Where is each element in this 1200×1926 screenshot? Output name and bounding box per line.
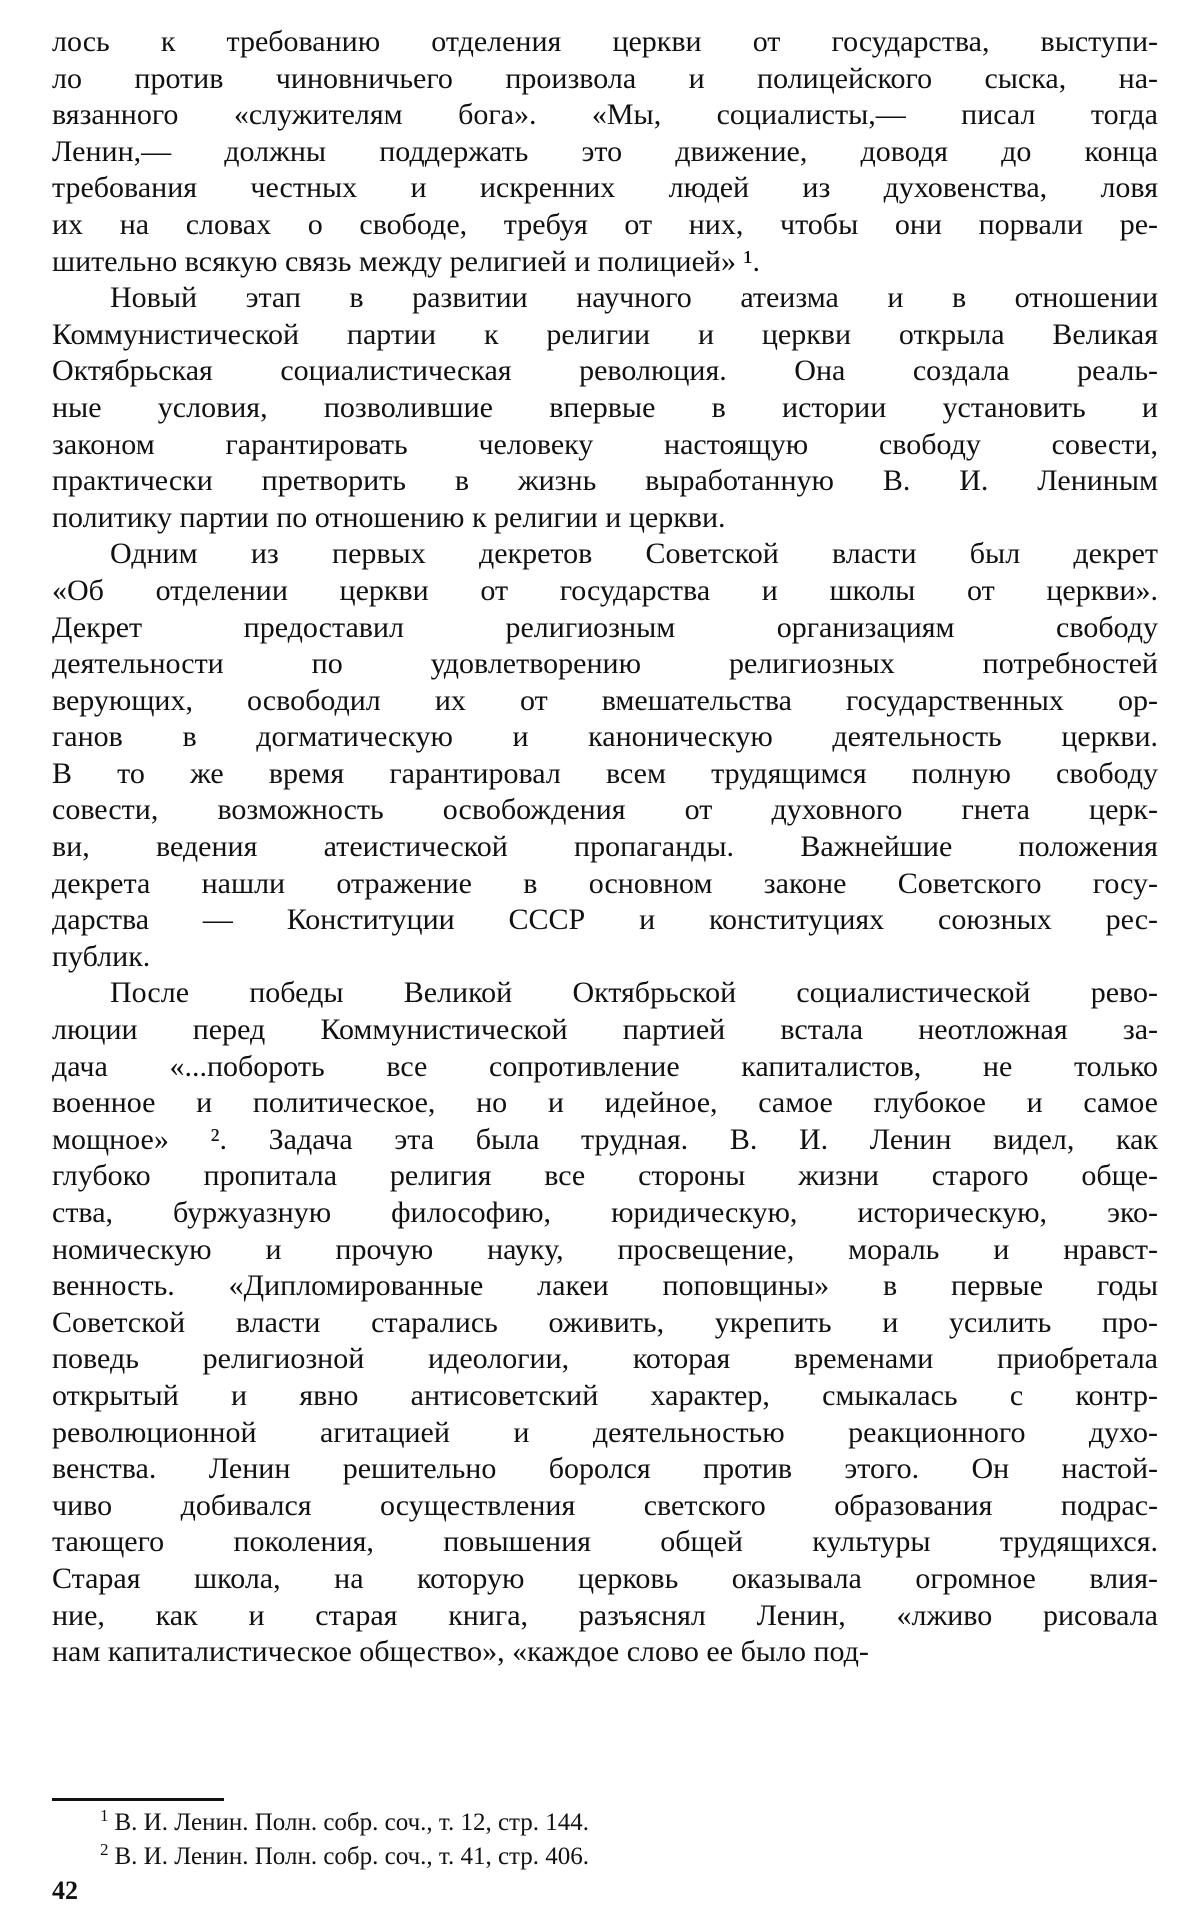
- text-line: практически претворить в жизнь выработанную В. И. Лениным: [52, 464, 1158, 498]
- text-line: ства, буржуазную философию, юридическую, историческую, эко-: [52, 1196, 1158, 1229]
- footnote-1-text: В. И. Ленин. Полн. собр. соч., т. 12, стр. 144.: [114, 1809, 590, 1836]
- text-line: дача «...побороть все сопротивление капиталистов, не только: [52, 1049, 1158, 1083]
- text-line: номическую и прочую науку, просвещение, мораль и нравст-: [52, 1232, 1158, 1266]
- text-line: вязанного «служителям бога». «Мы, социалисты,— писал тогда: [52, 98, 1158, 132]
- text-line: тающего поколения, повышения общей культуры трудящихся.: [52, 1525, 1158, 1559]
- footnotes: [100, 1806, 1000, 1874]
- text-line: публик.: [52, 939, 151, 973]
- paragraph: [52, 24, 1158, 280]
- footnote-1-mark: 1: [100, 1805, 109, 1825]
- text-line: законом гарантировать человеку настоящую свободу совести,: [52, 427, 1158, 461]
- text-line: Октябрьская социалистическая революция. Она создала реаль-: [52, 354, 1158, 388]
- footnote-2: [100, 1840, 1000, 1874]
- text-line: чиво добивался осуществления светского образования подрас-: [52, 1488, 1158, 1522]
- footnote-divider: [52, 1798, 224, 1801]
- text-line: поведь религиозной идеологии, которая временами приобретала: [52, 1342, 1158, 1376]
- text-line: Коммунистической партии к религии и церкви открыла Великая: [52, 317, 1158, 351]
- text-line: венность. «Дипломированные лакеи поповщины» в первые годы: [52, 1269, 1158, 1303]
- text-line: декрета нашли отражение в основном законе Советского госу-: [52, 866, 1158, 900]
- text-line: Старая школа, на которую церковь оказывала огромное влия-: [52, 1561, 1158, 1595]
- text-line: дарства — Конституции СССР и конституциях союзных рес-: [52, 903, 1158, 937]
- text-line: верующих, освободил их от вмешательства государственных ор-: [52, 683, 1158, 717]
- text-line: шительно всякую связь между религией и полицией» ¹.: [52, 244, 760, 278]
- footnote-1: [100, 1806, 1000, 1840]
- text-line: ние, как и старая книга, разъяснял Ленин, «лживо рисовала: [52, 1598, 1158, 1632]
- paragraph: [52, 536, 1158, 975]
- text-line: мощное» ². Задача эта была трудная. В. И. Ленин видел, как: [52, 1122, 1158, 1156]
- text-line: совести, возможность освобождения от духовного гнета церк-: [52, 793, 1158, 827]
- footnote-2-mark: 2: [100, 1839, 109, 1859]
- paragraph: [52, 280, 1158, 536]
- text-line: деятельности по удовлетворению религиозных потребностей: [52, 647, 1158, 681]
- paragraph: [52, 975, 1158, 1670]
- text-line: «Об отделении церкви от государства и школы от церкви».: [52, 573, 1158, 607]
- text-line: венства. Ленин решительно боролся против этого. Он настой-: [52, 1452, 1158, 1486]
- text-line: открытый и явно антисоветский характер, смыкалась с контр-: [52, 1378, 1158, 1412]
- text-line: Декрет предоставил религиозным организациям свободу: [52, 610, 1158, 644]
- text-line: военное и политическое, но и идейное, самое глубокое и самое: [52, 1086, 1158, 1120]
- text-line: Новый этап в развитии научного атеизма и в отношении: [110, 281, 1158, 315]
- text-line: их на словах о свободе, требуя от них, чтобы они порвали ре-: [52, 207, 1158, 241]
- text-line: После победы Великой Октябрьской социалистической рево-: [110, 976, 1158, 1010]
- page-number: 42: [52, 1876, 78, 1905]
- text-line: люции перед Коммунистической партией встала неотложная за-: [52, 1013, 1158, 1047]
- text-line: требования честных и искренних людей из духовенства, ловя: [52, 171, 1158, 205]
- text-line: глубоко пропитала религия все стороны жизни старого обще-: [52, 1159, 1158, 1193]
- body-text: [52, 24, 1158, 1671]
- text-line: революционной агитацией и деятельностью реакционного духо-: [52, 1415, 1158, 1449]
- text-line: нам капиталистическое общество», «каждое слово ее было под-: [52, 1635, 869, 1669]
- text-line: Советской власти старались оживить, укрепить и усилить про-: [52, 1305, 1158, 1339]
- text-line: ви, ведения атеистической пропаганды. Важнейшие положения: [52, 830, 1158, 864]
- text-line: ло против чиновничьего произвола и полицейского сыска, на-: [52, 61, 1158, 95]
- footnote-2-text: В. И. Ленин. Полн. собр. соч., т. 41, стр. 406.: [114, 1843, 590, 1870]
- text-line: лось к требованию отделения церкви от государства, выступи-: [52, 25, 1158, 58]
- text-line: В то же время гарантировал всем трудящимся полную свободу: [52, 756, 1158, 790]
- text-line: политику партии по отношению к религии и церкви.: [52, 500, 726, 534]
- text-line: ганов в догматическую и каноническую деятельность церкви.: [52, 720, 1158, 754]
- text-line: Одним из первых декретов Советской власти был декрет: [110, 537, 1158, 571]
- text-line: Ленин,— должны поддержать это движение, доводя до конца: [52, 134, 1158, 168]
- text-line: ные условия, позволившие впервые в истории установить и: [52, 390, 1158, 424]
